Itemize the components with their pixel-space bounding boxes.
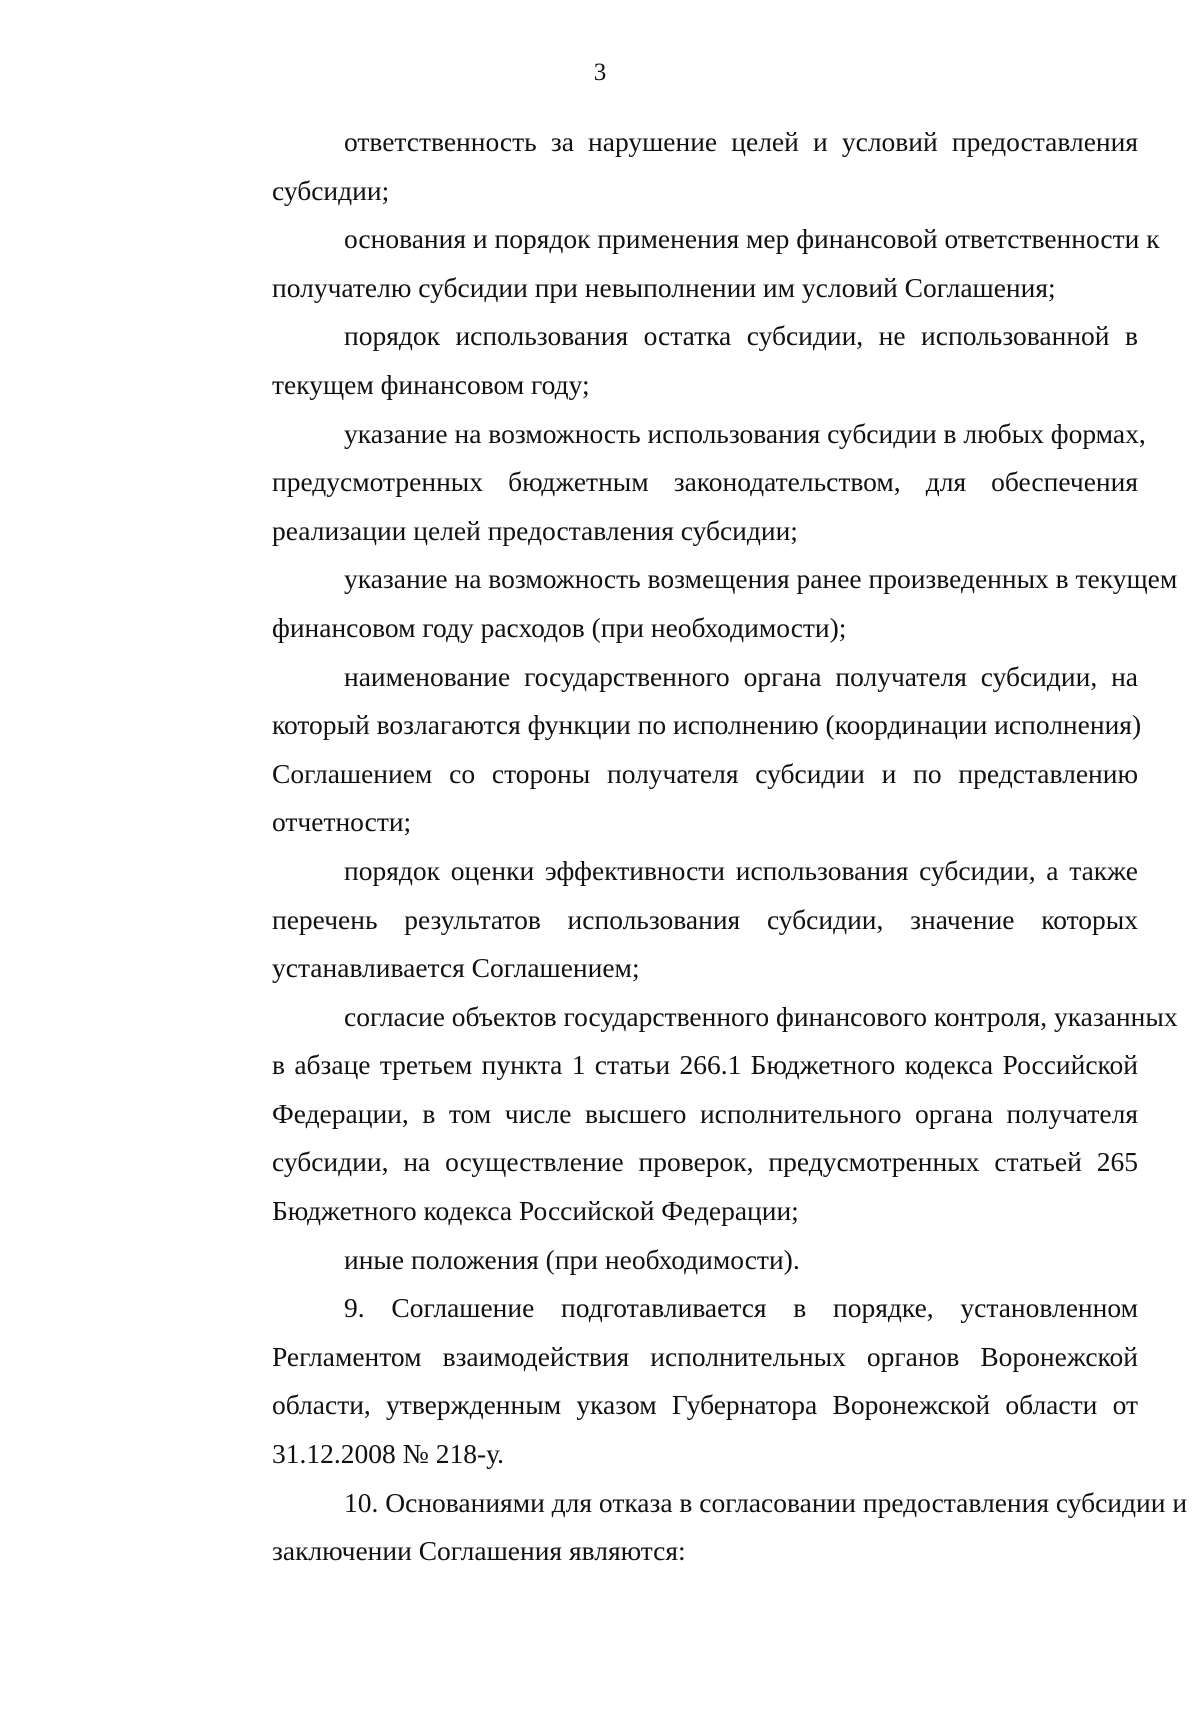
text-line: перечень результатов использования субсидии, значение которых xyxy=(272,903,1138,935)
text-line: 31.12.2008 № 218-у. xyxy=(272,1438,505,1470)
text-line: финансовом году расходов (при необходимости); xyxy=(272,611,847,643)
text-line: указание на возможность возмещения ранее произведенных в текущем xyxy=(344,563,1178,595)
text-line: текущем финансовом году; xyxy=(272,368,590,400)
text-line: 9. Соглашение подготавливается в порядке, установленном xyxy=(344,1292,1138,1324)
text-line: субсидии; xyxy=(272,174,390,206)
text-line: Бюджетного кодекса Российской Федерации; xyxy=(272,1195,799,1227)
text-line: наименование государственного органа получателя субсидии, на xyxy=(344,660,1138,692)
paragraph-control-consent xyxy=(200,993,1178,1236)
text-line: отчетности; xyxy=(272,806,412,838)
text-line: основания и порядок применения мер финансовой ответственности к xyxy=(344,223,1160,255)
page-number: 3 xyxy=(593,59,607,86)
text-line: реализации целей предоставления субсидии; xyxy=(272,514,798,546)
paragraph-item-9 xyxy=(200,1284,1138,1478)
text-line: Соглашением со стороны получателя субсидии и по представлению xyxy=(272,757,1138,789)
text-line: устанавливается Соглашением; xyxy=(272,952,640,984)
paragraph-other-provisions xyxy=(200,1236,1138,1285)
text-line: заключении Соглашения являются: xyxy=(272,1535,686,1567)
text-line: Федерации, в том числе высшего исполнительного органа получателя xyxy=(272,1097,1138,1129)
text-line: порядок использования остатка субсидии, не использованной в xyxy=(344,320,1138,352)
text-line: порядок оценки эффективности использования субсидии, а также xyxy=(344,854,1138,886)
text-line: субсидии, на осуществление проверок, предусмотренных статьей 265 xyxy=(272,1146,1138,1178)
paragraph-responsibility xyxy=(200,118,1138,215)
text-line: согласие объектов государственного финансового контроля, указанных xyxy=(344,1000,1178,1032)
text-line: получателю субсидии при невыполнении им условий Соглашения; xyxy=(272,271,1056,303)
paragraph-subsidy-forms xyxy=(200,410,1146,556)
paragraph-efficiency-assessment xyxy=(200,847,1138,993)
text-line: Регламентом взаимодействия исполнительных органов Воронежской xyxy=(272,1340,1138,1372)
paragraph-item-10 xyxy=(200,1479,1188,1576)
text-line: предусмотренных бюджетным законодательством, для обеспечения xyxy=(272,466,1138,498)
paragraph-financial-liability xyxy=(200,215,1160,312)
paragraph-expense-reimbursement xyxy=(200,555,1178,652)
text-line: ответственность за нарушение целей и условий предоставления xyxy=(344,126,1138,157)
paragraph-state-body xyxy=(200,653,1142,847)
text-line: который возлагаются функции по исполнению (координации исполнения) xyxy=(272,709,1142,741)
text-line: в абзаце третьем пункта 1 статьи 266.1 Бюджетного кодекса Российской xyxy=(272,1049,1138,1081)
text-line: 10. Основаниями для отказа в согласовании предоставления субсидии и xyxy=(344,1486,1188,1518)
text-line: области, утвержденным указом Губернатора Воронежской области от xyxy=(272,1389,1138,1421)
paragraph-subsidy-balance xyxy=(200,312,1138,409)
document-body xyxy=(200,118,1188,1576)
text-line: иные положения (при необходимости). xyxy=(344,1243,800,1275)
text-line: указание на возможность использования субсидии в любых формах, xyxy=(344,417,1146,449)
